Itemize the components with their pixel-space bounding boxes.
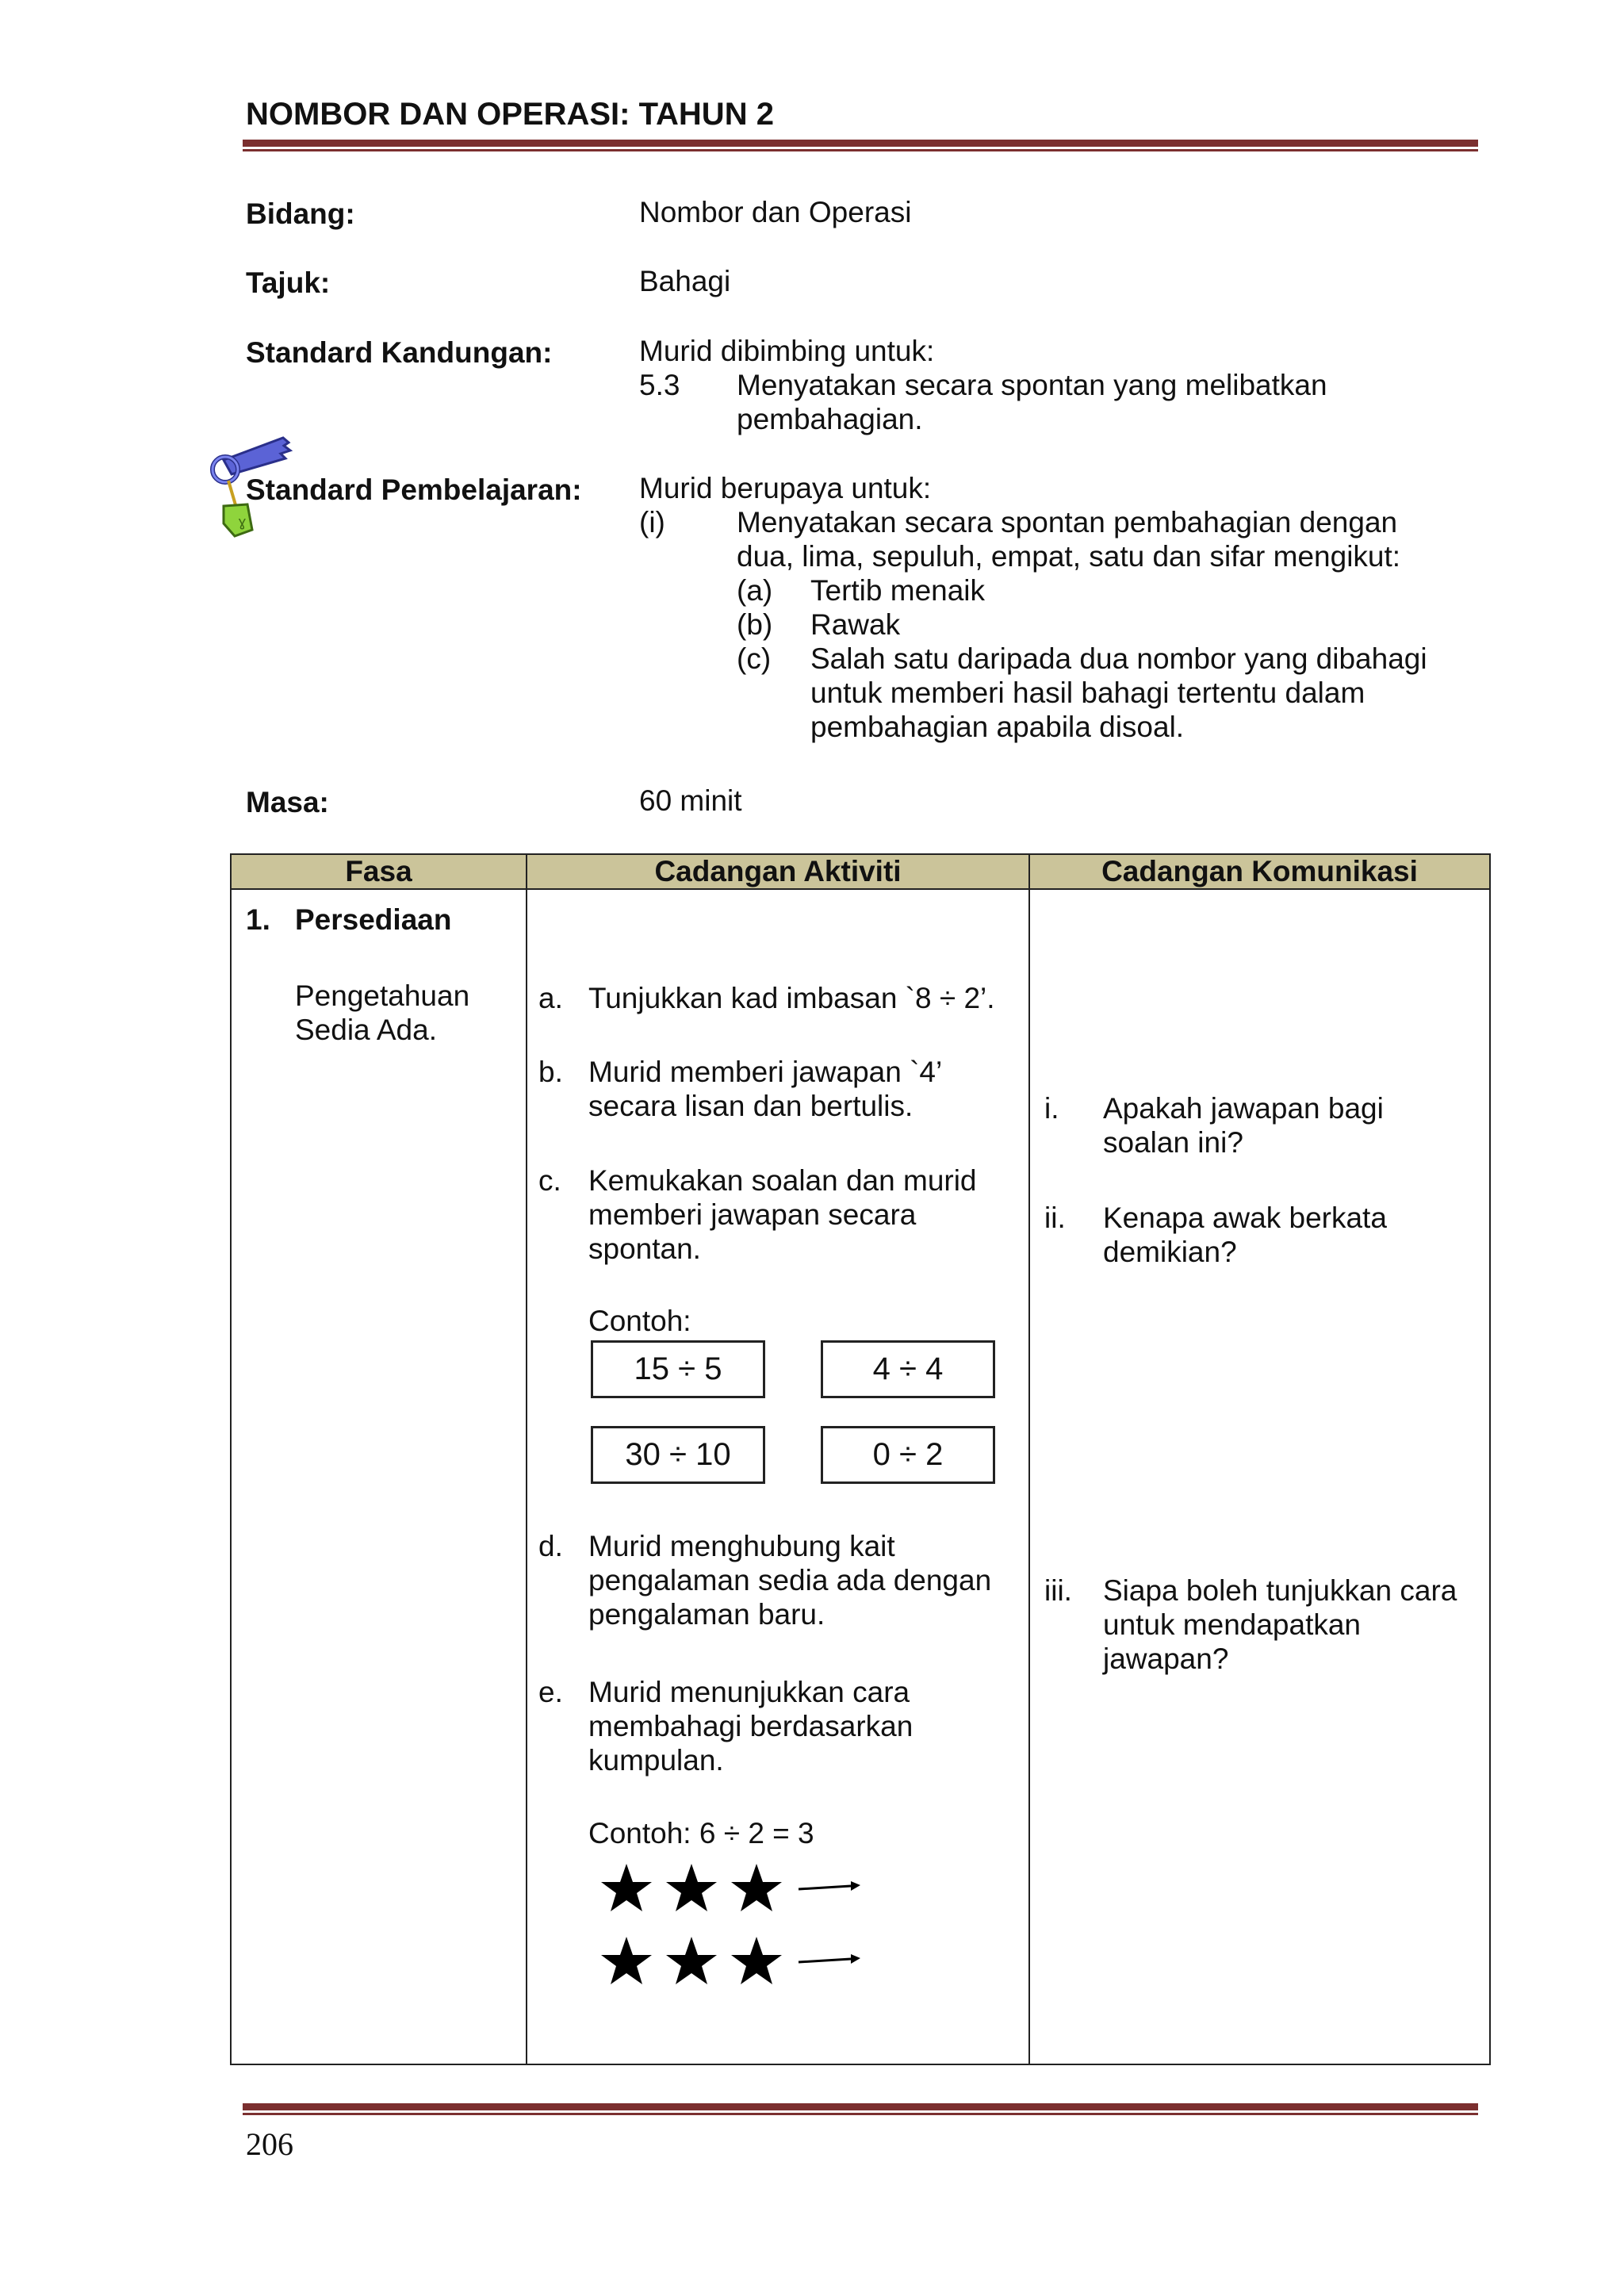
sub-item-text: Rawak	[810, 608, 901, 641]
column-header-fasa: Fasa	[231, 854, 527, 889]
division-flashcard: 30 ÷ 10	[591, 1426, 765, 1484]
sub-item-text: pembahagian apabila disoal.	[810, 711, 1185, 743]
star-groups-illustration	[599, 1859, 868, 2002]
tajuk-value: Bahagi	[639, 265, 731, 297]
activity-marker: c.	[538, 1164, 561, 1197]
question-text: untuk mendapatkan	[1103, 1608, 1362, 1641]
division-flashcard: 0 ÷ 2	[821, 1426, 995, 1484]
column-header-aktiviti: Cadangan Aktiviti	[527, 854, 1029, 889]
star-icon	[601, 1937, 652, 1984]
activity-text: Murid menunjukkan cara	[588, 1676, 910, 1708]
page-header-title: NOMBOR DAN OPERASI: TAHUN 2	[246, 97, 774, 132]
activity-text: Murid memberi jawapan `4’	[588, 1056, 943, 1088]
activity-text: kumpulan.	[588, 1744, 724, 1777]
standard-kandungan-label: Standard Kandungan:	[246, 336, 553, 369]
sub-item-marker: (c)	[737, 642, 772, 675]
activity-text: pengalaman baru.	[588, 1598, 825, 1631]
star-icon	[666, 1937, 717, 1984]
star-icon	[601, 1864, 652, 1911]
star-group-row	[601, 1864, 860, 1911]
page-number: 206	[246, 2126, 293, 2162]
question-text: jawapan?	[1103, 1642, 1229, 1675]
question-text: Siapa boleh tunjukkan cara	[1103, 1574, 1457, 1607]
contoh-equation: Contoh: 6 ÷ 2 = 3	[588, 1817, 814, 1849]
activity-text: pengalaman sedia ada dengan	[588, 1564, 992, 1596]
fasa-cell	[231, 889, 527, 2064]
header-divider	[243, 140, 1478, 151]
standard-kandungan-number: 5.3	[639, 369, 680, 401]
activity-marker: a.	[538, 982, 563, 1014]
standard-pembelajaran-number: (i)	[639, 506, 665, 539]
question-marker: i.	[1044, 1092, 1059, 1125]
standard-pembelajaran-intro: Murid berupaya untuk:	[639, 472, 932, 504]
activity-marker: d.	[538, 1530, 563, 1562]
question-text: Kenapa awak berkata	[1103, 1202, 1387, 1234]
bidang-label: Bidang:	[246, 197, 355, 230]
column-header-komunikasi: Cadangan Komunikasi	[1029, 854, 1490, 889]
table-row	[231, 889, 1490, 2064]
tajuk-label: Tajuk:	[246, 266, 331, 299]
standard-pembelajaran-line: Menyatakan secara spontan pembahagian dengan	[737, 506, 1398, 539]
sub-item-text: untuk memberi hasil bahagi tertentu dalam	[810, 677, 1365, 709]
footer-divider	[243, 2103, 1478, 2115]
question-marker: ii.	[1044, 1202, 1066, 1234]
bidang-value: Nombor dan Operasi	[639, 196, 912, 228]
lesson-table	[230, 853, 1491, 2065]
standard-pembelajaran-label: Standard Pembelajaran:	[246, 473, 582, 506]
masa-value: 60 minit	[639, 784, 742, 817]
standard-kandungan-intro: Murid dibimbing untuk:	[639, 335, 935, 367]
activity-text: Kemukakan soalan dan murid	[588, 1164, 977, 1197]
star-icon	[731, 1937, 782, 1984]
arrow-icon	[799, 1959, 851, 1962]
fasa-subtitle: Pengetahuan	[295, 979, 470, 1012]
standard-kandungan-line: pembahagian.	[737, 403, 923, 435]
question-text: soalan ini?	[1103, 1126, 1243, 1159]
activity-text: membahagi berdasarkan	[588, 1710, 914, 1742]
svg-text:ɣ: ɣ	[238, 514, 247, 531]
table-header-row	[231, 854, 1490, 889]
sub-item-text: Tertib menaik	[810, 574, 986, 607]
arrow-icon	[799, 1886, 851, 1889]
activity-marker: e.	[538, 1676, 563, 1708]
masa-label: Masa:	[246, 786, 329, 818]
contoh-label: Contoh:	[588, 1305, 691, 1337]
fasa-subtitle: Sedia Ada.	[295, 1014, 437, 1046]
standard-pembelajaran-line: dua, lima, sepuluh, empat, satu dan sifar mengikut:	[737, 540, 1401, 573]
question-text: demikian?	[1103, 1236, 1237, 1268]
standard-kandungan-line: Menyatakan secara spontan yang melibatkan	[737, 369, 1327, 401]
activity-text: spontan.	[588, 1232, 701, 1265]
question-marker: iii.	[1044, 1574, 1072, 1607]
activity-marker: b.	[538, 1056, 563, 1088]
activity-text: secara lisan dan bertulis.	[588, 1090, 914, 1122]
activity-text: memberi jawapan secara	[588, 1198, 917, 1231]
komunikasi-cell	[1029, 889, 1490, 2064]
fasa-title: Persediaan	[295, 903, 452, 936]
aktiviti-cell	[527, 889, 1029, 2064]
star-icon	[731, 1864, 782, 1911]
fasa-number: 1.	[246, 903, 270, 936]
division-flashcard: 4 ÷ 4	[821, 1340, 995, 1398]
star-group-row	[601, 1937, 860, 1984]
star-icon	[666, 1864, 717, 1911]
sub-item-marker: (a)	[737, 574, 773, 607]
activity-text: Murid menghubung kait	[588, 1530, 895, 1562]
question-text: Apakah jawapan bagi	[1103, 1092, 1384, 1125]
sub-item-text: Salah satu daripada dua nombor yang dibahagi	[810, 642, 1427, 675]
sub-item-marker: (b)	[737, 608, 773, 641]
division-flashcard: 15 ÷ 5	[591, 1340, 765, 1398]
activity-text: Tunjukkan kad imbasan `8 ÷ 2’.	[588, 982, 995, 1014]
